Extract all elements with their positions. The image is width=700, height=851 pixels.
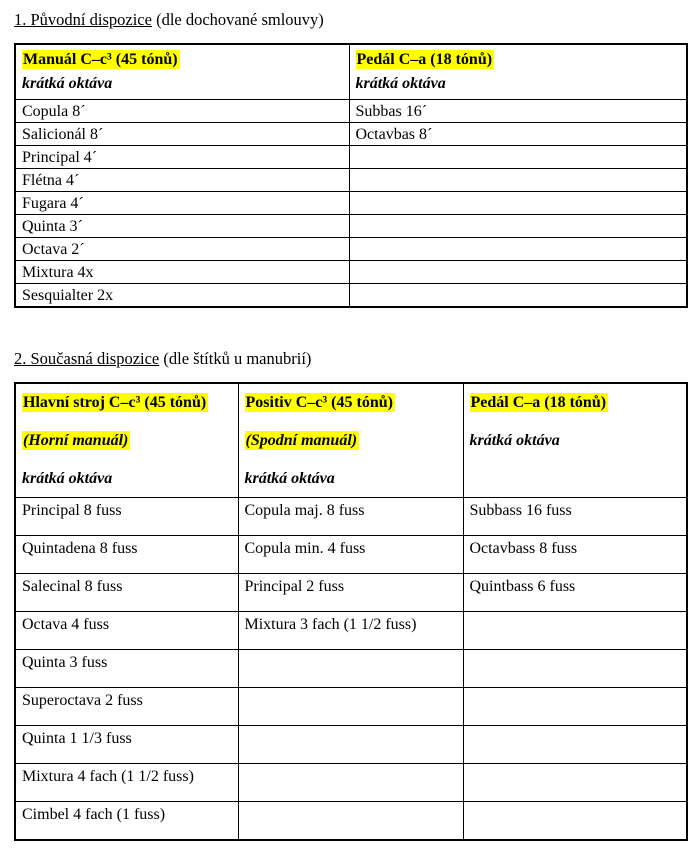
stop-cell: Mixtura 4x: [15, 261, 349, 284]
column-title: Pedál C–a (18 tónů): [470, 394, 607, 411]
stop-cell: Quinta 1 1/3 fuss: [15, 726, 238, 764]
stop-cell: Copula 8´: [15, 100, 349, 123]
header-cell-positiv: [238, 383, 463, 498]
stop-cell: [238, 802, 463, 840]
table-row: [15, 215, 687, 238]
manual-label: (Spodní manuál): [245, 432, 358, 449]
header-cell-pedal: [463, 383, 687, 498]
stop-cell: Superoctava 2 fuss: [15, 688, 238, 726]
table-row: [15, 100, 687, 123]
table-original-disposition: [14, 43, 688, 308]
octave-label: krátká oktáva: [244, 470, 335, 487]
stop-cell: [238, 764, 463, 802]
table-row: [15, 192, 687, 215]
table-row: [15, 574, 687, 612]
section2-heading: [14, 348, 686, 370]
column-title: Positiv C–c³ (45 tónů): [245, 394, 393, 411]
stop-cell: [349, 215, 687, 238]
stop-cell: [349, 146, 687, 169]
stop-cell: Copula maj. 8 fuss: [238, 498, 463, 536]
octave-label-line: [356, 72, 681, 96]
column-title-line: [245, 391, 457, 415]
stop-cell: Sesquialter 2x: [15, 284, 349, 308]
table-row: [15, 123, 687, 146]
octave-label: krátká oktáva: [22, 470, 113, 487]
column-title-line: [22, 48, 343, 72]
stop-cell: [463, 688, 687, 726]
stop-cell: Flétna 4´: [15, 169, 349, 192]
octave-label-line: [245, 467, 457, 491]
table-row: [15, 764, 687, 802]
table-row: [15, 146, 687, 169]
stop-cell: Principal 8 fuss: [15, 498, 238, 536]
stop-cell: [349, 169, 687, 192]
table-row: [15, 726, 687, 764]
table-row: [15, 536, 687, 574]
manual-label-line: [245, 429, 457, 453]
stop-cell: [463, 726, 687, 764]
table-row: [15, 498, 687, 536]
stop-cell: [463, 650, 687, 688]
stop-cell: [238, 650, 463, 688]
table-row: [15, 612, 687, 650]
column-title: Pedál C–a (18 tónů): [356, 51, 493, 68]
stop-cell: [238, 688, 463, 726]
octave-label-line: [22, 72, 343, 96]
table-row: [15, 261, 687, 284]
octave-label: krátká oktáva: [355, 75, 446, 92]
section1-heading-underlined: 1. Původní dispozice: [14, 10, 152, 29]
column-title: Manuál C–c³ (45 tónů): [23, 51, 178, 68]
section1-heading-rest: (dle dochované smlouvy): [151, 10, 324, 29]
column-title-line: [470, 391, 681, 415]
stop-cell: Subbas 16´: [349, 100, 687, 123]
stop-cell: Principal 2 fuss: [238, 574, 463, 612]
manual-label: (Horní manuál): [23, 432, 129, 449]
octave-label-line: [22, 467, 232, 491]
stop-cell: Subbass 16 fuss: [463, 498, 687, 536]
stop-cell: Salecinal 8 fuss: [15, 574, 238, 612]
header-cell-pedal: [349, 44, 687, 100]
octave-label-line: [470, 429, 681, 453]
stop-cell: [349, 192, 687, 215]
section2-heading-rest: (dle štítků u manubrií): [159, 349, 312, 368]
octave-label: krátká oktáva: [22, 75, 113, 92]
stop-cell: [349, 284, 687, 308]
stop-cell: Fugara 4´: [15, 192, 349, 215]
stop-cell: Salicionál 8´: [15, 123, 349, 146]
manual-label-line: [22, 429, 232, 453]
table-current-disposition: [14, 382, 688, 841]
header-cell-manual: [15, 44, 349, 100]
stop-cell: Copula min. 4 fuss: [238, 536, 463, 574]
stop-cell: Octavbass 8 fuss: [463, 536, 687, 574]
column-title-line: [22, 391, 232, 415]
stop-cell: Octavbas 8´: [349, 123, 687, 146]
header-cell-hlavni-stroj: [15, 383, 238, 498]
stop-cell: [349, 261, 687, 284]
column-title-line: [356, 48, 681, 72]
stop-cell: Octava 2´: [15, 238, 349, 261]
stop-cell: [238, 726, 463, 764]
stop-cell: Quinta 3 fuss: [15, 650, 238, 688]
table-header-row: [15, 44, 687, 100]
section2-heading-underlined: 2. Současná dispozice: [14, 349, 160, 368]
column-title: Hlavní stroj C–c³ (45 tónů): [23, 394, 207, 411]
table-row: [15, 688, 687, 726]
stop-cell: Cimbel 4 fach (1 fuss): [15, 802, 238, 840]
table-row: [15, 802, 687, 840]
stop-cell: [463, 802, 687, 840]
table-row: [15, 238, 687, 261]
stop-cell: Octava 4 fuss: [15, 612, 238, 650]
stop-cell: Quintbass 6 fuss: [463, 574, 687, 612]
table-row: [15, 169, 687, 192]
table-row: [15, 650, 687, 688]
empty-header-line: [470, 467, 681, 491]
table-row: [15, 284, 687, 308]
stop-cell: Mixtura 3 fach (1 1/2 fuss): [238, 612, 463, 650]
octave-label: krátká oktáva: [469, 432, 560, 449]
stop-cell: [463, 612, 687, 650]
stop-cell: Quintadena 8 fuss: [15, 536, 238, 574]
stop-cell: [349, 238, 687, 261]
stop-cell: Principal 4´: [15, 146, 349, 169]
stop-cell: Quinta 3´: [15, 215, 349, 238]
section1-heading: [14, 9, 686, 31]
stop-cell: [463, 764, 687, 802]
stop-cell: Mixtura 4 fach (1 1/2 fuss): [15, 764, 238, 802]
table-header-row: [15, 383, 687, 498]
